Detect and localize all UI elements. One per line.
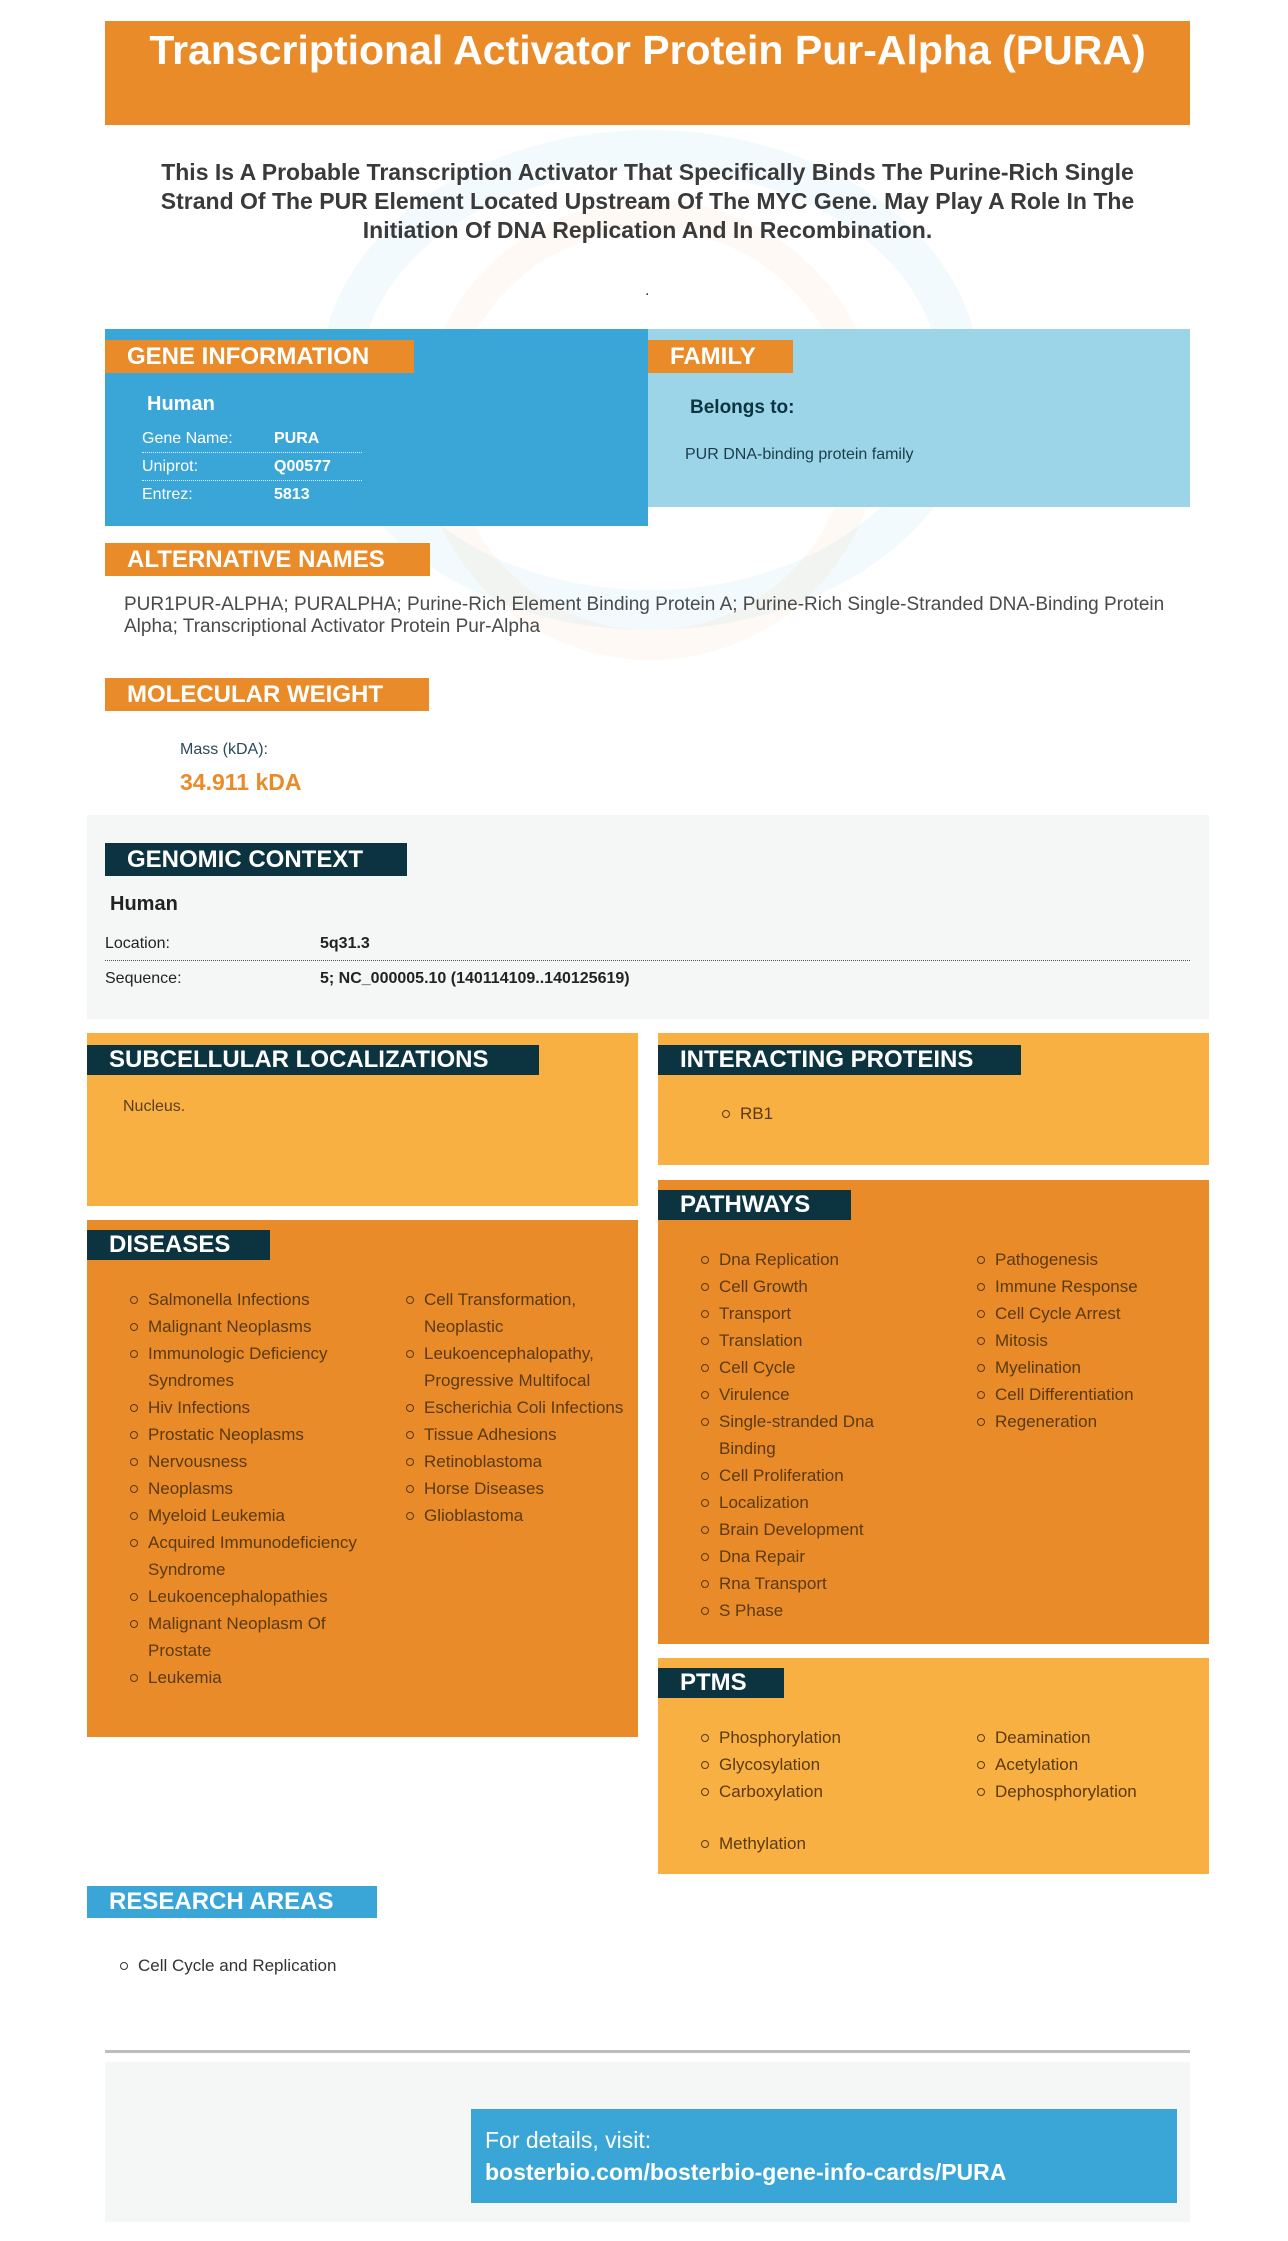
sequence-label: Sequence: bbox=[105, 970, 182, 987]
list-item: Cell Cycle bbox=[699, 1354, 929, 1381]
protein-description: This Is A Probable Transcription Activator That Specifically Binds The Purine-Rich Single Strand Of The PUR Element Located Upstream Of The MYC Gene. May Play A Role In The Initiation Of DNA Replication And In Recombination. bbox=[160, 159, 1135, 243]
list-item: Phosphorylation bbox=[699, 1724, 929, 1751]
list-item: Hiv Infections bbox=[128, 1394, 358, 1421]
list-item: S Phase bbox=[699, 1597, 929, 1624]
list-item: Immune Response bbox=[975, 1273, 1195, 1300]
list-item: Neoplasms bbox=[128, 1475, 358, 1502]
list-item: Malignant Neoplasm Of Prostate bbox=[128, 1610, 358, 1664]
list-item: Carboxylation bbox=[699, 1778, 929, 1805]
location-value: 5q31.3 bbox=[320, 935, 370, 952]
pathways-heading: PATHWAYS bbox=[658, 1190, 851, 1220]
interacting-heading: INTERACTING PROTEINS bbox=[658, 1045, 1021, 1075]
gene-name-value: PURA bbox=[274, 430, 320, 447]
location-label: Location: bbox=[105, 935, 170, 952]
list-item: Pathogenesis bbox=[975, 1246, 1195, 1273]
list-item: Cell Cycle and Replication bbox=[120, 1956, 336, 1976]
list-item: Deamination bbox=[975, 1724, 1195, 1751]
uniprot-value: Q00577 bbox=[274, 458, 331, 475]
gene-information-heading: GENE INFORMATION bbox=[105, 340, 414, 373]
list-item: RB1 bbox=[720, 1100, 773, 1127]
ptms-list-col2 bbox=[975, 1724, 1195, 1805]
list-item: Malignant Neoplasms bbox=[128, 1313, 358, 1340]
molecular-weight-heading: MOLECULAR WEIGHT bbox=[105, 678, 429, 711]
list-item: Horse Diseases bbox=[404, 1475, 624, 1502]
list-item: Cell Proliferation bbox=[699, 1462, 929, 1489]
uniprot-row bbox=[142, 453, 362, 481]
list-item: Single-stranded Dna Binding bbox=[699, 1408, 929, 1462]
list-item: Glioblastoma bbox=[404, 1502, 624, 1529]
location-row bbox=[105, 927, 1190, 961]
mass-label: Mass (kDA): bbox=[180, 741, 268, 758]
footer-link-box[interactable] bbox=[471, 2109, 1177, 2203]
list-item: Escherichia Coli Infections bbox=[404, 1394, 624, 1421]
genomic-context-heading: GENOMIC CONTEXT bbox=[105, 843, 407, 876]
family-heading: FAMILY bbox=[648, 340, 793, 373]
list-item: Regeneration bbox=[975, 1408, 1195, 1435]
list-item: Acetylation bbox=[975, 1751, 1195, 1778]
gene-information-panel bbox=[105, 329, 648, 526]
uniprot-label: Uniprot: bbox=[142, 458, 199, 475]
subcellular-text: Nucleus. bbox=[123, 1098, 186, 1115]
list-item: Cell Cycle Arrest bbox=[975, 1300, 1195, 1327]
mass-value: 34.911 kDA bbox=[180, 769, 302, 795]
list-item: Cell Transformation, Neoplastic bbox=[404, 1286, 624, 1340]
entrez-value: 5813 bbox=[274, 486, 310, 503]
list-item: Leukemia bbox=[128, 1664, 358, 1691]
footer-divider bbox=[105, 2050, 1190, 2053]
interacting-proteins-panel bbox=[658, 1033, 1209, 1165]
ptms-heading: PTMS bbox=[658, 1668, 784, 1698]
research-areas-list bbox=[120, 1956, 336, 1976]
sequence-value: 5; NC_000005.10 (140114109..140125619) bbox=[320, 970, 630, 987]
diseases-heading: DISEASES bbox=[87, 1230, 270, 1260]
gene-name-row bbox=[142, 425, 362, 453]
diseases-list-col2 bbox=[404, 1286, 624, 1529]
list-item: Transport bbox=[699, 1300, 929, 1327]
gene-name-label: Gene Name: bbox=[142, 430, 233, 447]
list-item: Leukoencephalopathy, Progressive Multifocal bbox=[404, 1340, 624, 1394]
family-belongs-label: Belongs to: bbox=[690, 397, 795, 418]
ptms-list-extra bbox=[699, 1830, 929, 1857]
footer-visit-label: For details, visit: bbox=[485, 2127, 652, 2153]
list-item: Dna Repair bbox=[699, 1543, 929, 1570]
family-panel bbox=[648, 329, 1190, 507]
list-item: Prostatic Neoplasms bbox=[128, 1421, 358, 1448]
list-item: Tissue Adhesions bbox=[404, 1421, 624, 1448]
list-item: Cell Growth bbox=[699, 1273, 929, 1300]
list-item: Localization bbox=[699, 1489, 929, 1516]
list-item: Myelination bbox=[975, 1354, 1195, 1381]
subcellular-heading: SUBCELLULAR LOCALIZATIONS bbox=[87, 1045, 539, 1075]
alternative-names-text: PUR1PUR-ALPHA; PURALPHA; Purine-Rich Element Binding Protein A; Purine-Rich Single-Stranded DNA-Binding Protein Alpha; Transcriptional Activator Protein Pur-Alpha bbox=[124, 594, 1165, 637]
ptms-panel bbox=[658, 1658, 1209, 1874]
list-item: Myeloid Leukemia bbox=[128, 1502, 358, 1529]
list-item: Dephosphorylation bbox=[975, 1778, 1195, 1805]
subcellular-localizations-panel bbox=[87, 1033, 638, 1206]
list-item: Immunologic Deficiency Syndromes bbox=[128, 1340, 358, 1394]
entrez-label: Entrez: bbox=[142, 486, 193, 503]
pathways-list-col2 bbox=[975, 1246, 1195, 1435]
list-item: Rna Transport bbox=[699, 1570, 929, 1597]
list-item: Mitosis bbox=[975, 1327, 1195, 1354]
list-item: Leukoencephalopathies bbox=[128, 1583, 358, 1610]
gene-species: Human bbox=[147, 393, 215, 415]
entrez-row bbox=[142, 481, 362, 509]
pathways-panel bbox=[658, 1180, 1209, 1644]
list-item: Virulence bbox=[699, 1381, 929, 1408]
ptms-list-col1 bbox=[699, 1724, 929, 1805]
sequence-row bbox=[105, 962, 1190, 996]
genomic-context-panel bbox=[87, 815, 1209, 1019]
list-item: Nervousness bbox=[128, 1448, 358, 1475]
footer-link[interactable]: bosterbio.com/bosterbio-gene-info-cards/PURA bbox=[485, 2159, 1007, 2185]
list-item: Methylation bbox=[699, 1830, 929, 1857]
list-item: Translation bbox=[699, 1327, 929, 1354]
research-areas-heading: RESEARCH AREAS bbox=[87, 1886, 377, 1918]
pathways-list-col1 bbox=[699, 1246, 929, 1624]
list-item: Dna Replication bbox=[699, 1246, 929, 1273]
list-item: Acquired Immunodeficiency Syndrome bbox=[128, 1529, 358, 1583]
diseases-list-col1 bbox=[128, 1286, 358, 1691]
gene-info-table bbox=[142, 425, 362, 509]
family-text: PUR DNA-binding protein family bbox=[685, 446, 914, 463]
page-title: Transcriptional Activator Protein Pur-Alpha (PURA) bbox=[105, 21, 1190, 125]
list-item: Cell Differentiation bbox=[975, 1381, 1195, 1408]
separator-dot: . bbox=[645, 282, 650, 299]
diseases-panel bbox=[87, 1220, 638, 1737]
list-item: Glycosylation bbox=[699, 1751, 929, 1778]
alternative-names-heading: ALTERNATIVE NAMES bbox=[105, 543, 430, 576]
list-item: Salmonella Infections bbox=[128, 1286, 358, 1313]
genomic-species: Human bbox=[110, 893, 178, 915]
list-item: Brain Development bbox=[699, 1516, 929, 1543]
interacting-list bbox=[720, 1100, 773, 1127]
list-item: Retinoblastoma bbox=[404, 1448, 624, 1475]
